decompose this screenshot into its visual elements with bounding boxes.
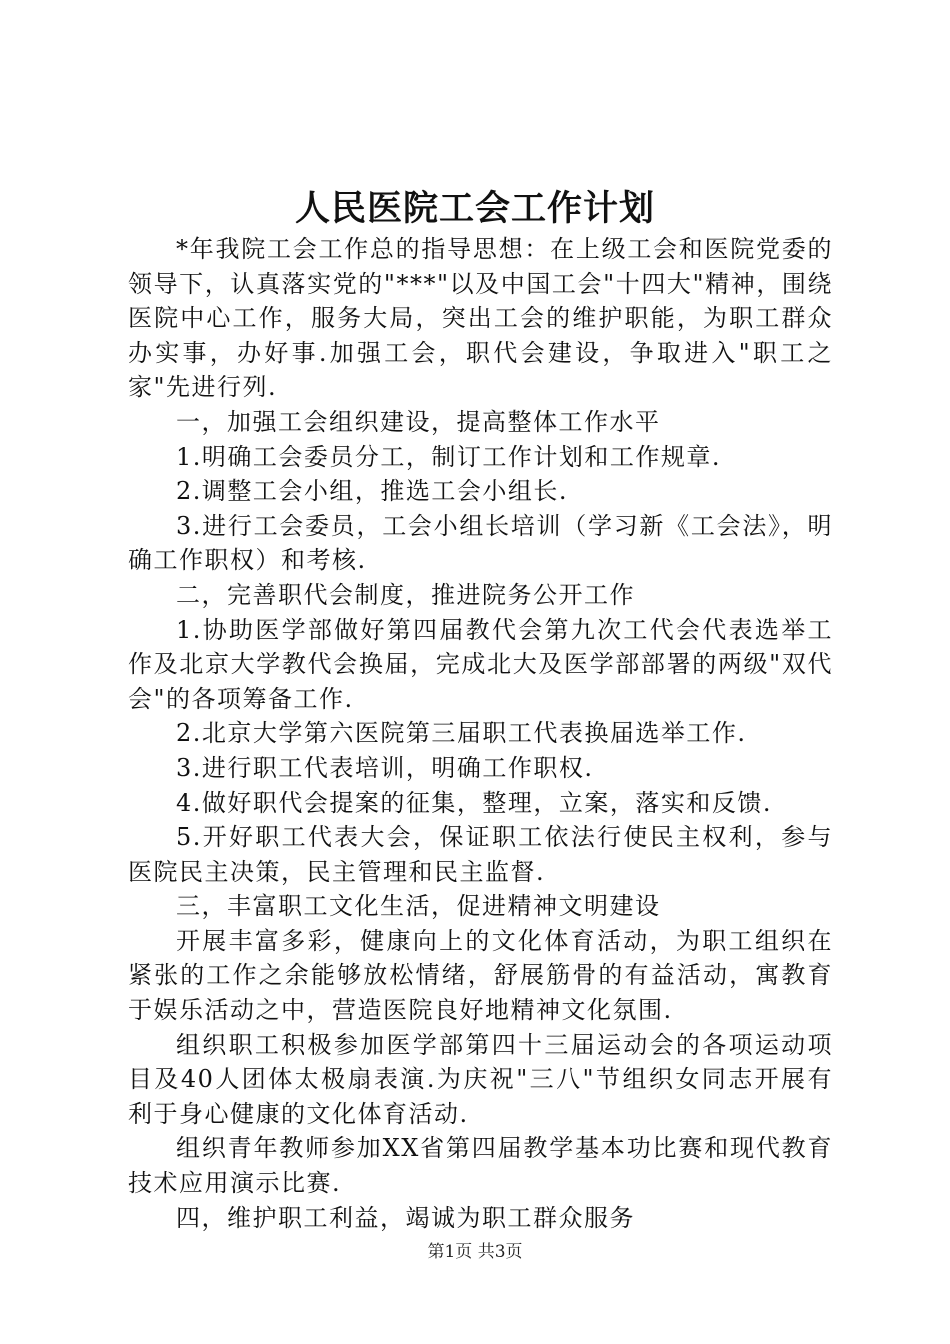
list-item: 5.开好职工代表大会，保证职工依法行使民主权利，参与医院民主决策，民主管理和民主监督. [128, 823, 833, 886]
section-heading-1: 一，加强工会组织建设，提高整体工作水平 [176, 407, 661, 436]
document-title: 人民医院工会工作计划 [294, 188, 655, 229]
section-heading-3: 三，丰富职工文化生活，促进精神文明建设 [176, 892, 661, 921]
list-item: 1.明确工会委员分工，制订工作计划和工作规章. [176, 442, 722, 471]
list-item: 4.做好职代会提案的征集，整理，立案，落实和反馈. [176, 788, 773, 817]
paragraph: 开展丰富多彩，健康向上的文化体育活动，为职工组织在紧张的工作之余能够放松情绪，舒展筋骨的有益活动，寓教育于娱乐活动之中，营造医院良好地精神文化氛围. [128, 926, 833, 1025]
document-body [128, 232, 833, 1235]
page-number-footer: 第1页 共3页 [427, 1242, 523, 1262]
list-item: 2.调整工会小组，推选工会小组长. [176, 477, 569, 506]
section-heading-4: 四，维护职工利益，竭诚为职工群众服务 [176, 1203, 635, 1232]
paragraph-intro: *年我院工会工作总的指导思想：在上级工会和医院党委的领导下，认真落实党的"***"以及中国工会"十四大"精神，围绕医院中心工作，服务大局，突出工会的维护职能，为职工群众办实事，办好事.加强工会，职代会建设，争取进入"职工之家"先进行列. [128, 235, 833, 402]
list-item: 3.进行职工代表培训，明确工作职权. [176, 753, 594, 782]
list-item: 2.北京大学第六医院第三届职工代表换届选举工作. [176, 719, 747, 748]
paragraph: 组织青年教师参加XX省第四届教学基本功比赛和现代教育技术应用演示比赛. [128, 1134, 833, 1198]
section-heading-2: 二，完善职代会制度，推进院务公开工作 [176, 580, 635, 609]
list-item: 3.进行工会委员，工会小组长培训（学习新《工会法》，明确工作职权）和考核. [128, 511, 833, 575]
list-item: 1.协助医学部做好第四届教代会第九次工代会代表选举工作及北京大学教代会换届，完成北大及医学部部署的两级"双代会"的各项筹备工作. [128, 615, 833, 713]
paragraph: 组织职工积极参加医学部第四十三届运动会的各项运动项目及40人团体太极扇表演.为庆祝"三八"节组织女同志开展有利于身心健康的文化体育活动. [128, 1030, 833, 1128]
